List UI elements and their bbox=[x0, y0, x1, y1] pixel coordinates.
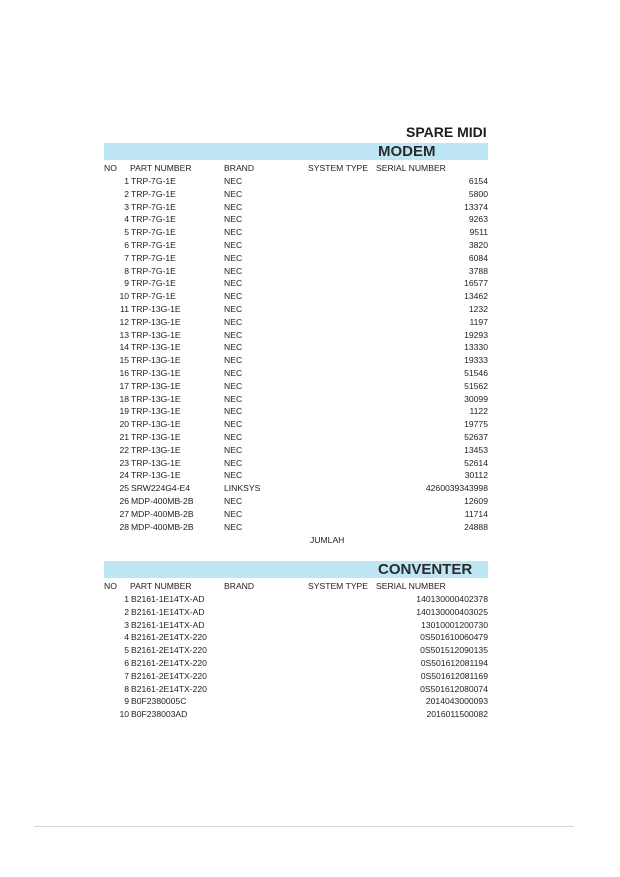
row-no: 22 bbox=[119, 444, 129, 455]
row-part-number: TRP-7G-1E bbox=[131, 188, 176, 199]
row-brand: NEC bbox=[224, 496, 243, 506]
row-no: 7 bbox=[124, 670, 129, 681]
row-no: 10 bbox=[119, 291, 129, 302]
row-part-number: TRP-7G-1E bbox=[131, 176, 176, 186]
row-no: 11 bbox=[120, 304, 129, 314]
table-row bbox=[0, 508, 620, 520]
row-no: 20 bbox=[119, 419, 129, 430]
table-row bbox=[0, 239, 620, 251]
row-no: 24 bbox=[119, 470, 129, 481]
row-part-number: MDP-400MB-2B bbox=[131, 496, 194, 506]
row-no: 8 bbox=[124, 683, 129, 694]
table-row bbox=[0, 380, 620, 392]
row-part-number: MDP-400MB-2B bbox=[131, 521, 194, 532]
row-part-number: B2161-2E14TX-220 bbox=[131, 658, 207, 668]
row-part-number: TRP-7G-1E bbox=[131, 278, 176, 289]
table-row bbox=[0, 657, 620, 669]
row-brand: NEC bbox=[224, 521, 243, 532]
row-brand: NEC bbox=[224, 393, 243, 404]
row-serial-number: 19333 bbox=[464, 355, 488, 366]
conventer-header-row bbox=[0, 580, 620, 592]
row-no: 5 bbox=[124, 645, 129, 656]
table-row bbox=[0, 619, 620, 631]
row-serial-number: 19293 bbox=[464, 329, 488, 340]
row-serial-number: 0S501612081194 bbox=[420, 658, 488, 668]
row-brand: NEC bbox=[224, 252, 243, 263]
row-serial-number: 30099 bbox=[464, 393, 488, 404]
row-no: 23 bbox=[119, 457, 129, 468]
row-brand: NEC bbox=[224, 380, 243, 391]
row-brand: NEC bbox=[224, 176, 243, 186]
row-serial-number: 16577 bbox=[464, 278, 488, 289]
table-row bbox=[0, 226, 620, 238]
row-no: 4 bbox=[124, 214, 129, 225]
row-no: 12 bbox=[119, 316, 129, 327]
table-row bbox=[0, 290, 620, 302]
row-serial-number: 13462 bbox=[464, 291, 488, 302]
row-no: 15 bbox=[119, 355, 129, 366]
row-serial-number: 51562 bbox=[464, 380, 488, 391]
row-brand: LINKSYS bbox=[224, 483, 261, 494]
modem-total-label: JUMLAH bbox=[310, 535, 345, 545]
table-row bbox=[0, 444, 620, 456]
row-part-number: B2161-1E14TX-AD bbox=[131, 594, 205, 604]
row-brand: NEC bbox=[224, 188, 243, 199]
row-serial-number: 0S501610060479 bbox=[420, 632, 488, 643]
conventer-header-brand: BRAND bbox=[224, 581, 255, 591]
row-no: 13 bbox=[119, 329, 129, 340]
row-no: 7 bbox=[124, 252, 129, 263]
row-serial-number: 1197 bbox=[469, 316, 488, 327]
table-row bbox=[0, 252, 620, 264]
row-brand: NEC bbox=[224, 291, 243, 302]
table-row bbox=[0, 316, 620, 328]
table-row bbox=[0, 303, 620, 315]
row-brand: NEC bbox=[224, 329, 243, 340]
table-row bbox=[0, 593, 620, 605]
row-part-number: TRP-13G-1E bbox=[131, 406, 181, 417]
conventer-header-part: PART NUMBER bbox=[130, 581, 192, 591]
table-row bbox=[0, 695, 620, 707]
row-serial-number: 3788 bbox=[468, 265, 488, 276]
row-part-number: TRP-7G-1E bbox=[131, 201, 176, 212]
row-serial-number: 3820 bbox=[468, 240, 488, 250]
table-row bbox=[0, 405, 620, 417]
row-part-number: SRW224G4-E4 bbox=[131, 483, 191, 494]
table-row bbox=[0, 265, 620, 277]
row-part-number: TRP-13G-1E bbox=[131, 380, 181, 391]
row-part-number: B2161-1E14TX-AD bbox=[131, 619, 205, 630]
row-no: 26 bbox=[119, 496, 129, 506]
table-row bbox=[0, 521, 620, 533]
row-part-number: TRP-13G-1E bbox=[131, 355, 181, 366]
modem-header-part: PART NUMBER bbox=[130, 163, 192, 173]
table-row bbox=[0, 201, 620, 213]
row-serial-number: 13453 bbox=[464, 444, 488, 455]
row-no: 1 bbox=[124, 594, 129, 604]
row-brand: NEC bbox=[224, 355, 243, 366]
row-serial-number: 9511 bbox=[469, 227, 488, 238]
row-part-number: TRP-7G-1E bbox=[131, 227, 176, 238]
row-serial-number: 0S501612080074 bbox=[420, 683, 488, 694]
row-no: 9 bbox=[124, 278, 129, 289]
modem-caption: MODEM bbox=[378, 143, 436, 160]
row-no: 5 bbox=[124, 227, 129, 238]
row-part-number: TRP-13G-1E bbox=[131, 419, 181, 430]
table-row bbox=[0, 418, 620, 430]
table-row bbox=[0, 606, 620, 618]
table-row bbox=[0, 631, 620, 643]
table-row bbox=[0, 469, 620, 481]
row-serial-number: 52637 bbox=[464, 432, 488, 442]
doc-title: SPARE MIDI bbox=[406, 124, 487, 140]
row-serial-number: 0S501512090135 bbox=[420, 645, 488, 656]
row-no: 3 bbox=[124, 619, 129, 630]
row-brand: NEC bbox=[224, 265, 243, 276]
row-part-number: TRP-13G-1E bbox=[131, 329, 181, 340]
table-row bbox=[0, 188, 620, 200]
row-no: 28 bbox=[119, 521, 129, 532]
row-serial-number: 2016011500082 bbox=[426, 709, 488, 720]
modem-header-serial: SERIAL NUMBER bbox=[376, 163, 446, 173]
row-brand: NEC bbox=[224, 342, 243, 353]
row-part-number: TRP-7G-1E bbox=[131, 240, 176, 250]
table-row bbox=[0, 708, 620, 720]
row-no: 14 bbox=[119, 342, 129, 353]
row-serial-number: 9263 bbox=[468, 214, 488, 225]
modem-header-no: NO bbox=[104, 163, 117, 173]
row-no: 2 bbox=[124, 606, 129, 617]
row-no: 3 bbox=[124, 201, 129, 212]
row-brand: NEC bbox=[224, 457, 243, 468]
row-brand: NEC bbox=[224, 444, 243, 455]
row-serial-number: 4260039343998 bbox=[425, 483, 488, 494]
row-part-number: TRP-7G-1E bbox=[131, 265, 176, 276]
table-row bbox=[0, 495, 620, 507]
table-row bbox=[0, 329, 620, 341]
row-part-number: TRP-13G-1E bbox=[131, 393, 181, 404]
row-part-number: TRP-13G-1E bbox=[131, 444, 181, 455]
table-row bbox=[0, 367, 620, 379]
row-no: 1 bbox=[124, 176, 129, 186]
row-no: 25 bbox=[119, 483, 129, 494]
row-serial-number: 13010001200730 bbox=[421, 619, 488, 630]
table-row bbox=[0, 213, 620, 225]
row-brand: NEC bbox=[224, 240, 243, 250]
row-no: 18 bbox=[119, 393, 129, 404]
row-serial-number: 11714 bbox=[464, 508, 488, 519]
table-row bbox=[0, 457, 620, 469]
row-serial-number: 51546 bbox=[464, 368, 488, 378]
row-no: 8 bbox=[124, 265, 129, 276]
row-no: 2 bbox=[124, 188, 129, 199]
row-no: 19 bbox=[119, 406, 129, 417]
row-serial-number: 140130000402378 bbox=[416, 594, 488, 604]
row-brand: NEC bbox=[224, 304, 243, 314]
row-no: 16 bbox=[119, 368, 129, 378]
row-part-number: TRP-7G-1E bbox=[131, 252, 176, 263]
row-serial-number: 30112 bbox=[464, 470, 488, 481]
table-row bbox=[0, 354, 620, 366]
row-serial-number: 13330 bbox=[464, 342, 488, 353]
row-brand: NEC bbox=[224, 227, 243, 238]
row-brand: NEC bbox=[224, 406, 243, 417]
row-brand: NEC bbox=[224, 470, 243, 481]
page-divider bbox=[34, 826, 574, 827]
row-brand: NEC bbox=[224, 508, 243, 519]
table-row bbox=[0, 393, 620, 405]
row-part-number: TRP-13G-1E bbox=[131, 368, 181, 378]
row-no: 10 bbox=[119, 709, 129, 720]
row-part-number: TRP-13G-1E bbox=[131, 457, 181, 468]
row-part-number: TRP-13G-1E bbox=[131, 470, 181, 481]
row-serial-number: 6084 bbox=[468, 252, 488, 263]
row-serial-number: 24888 bbox=[464, 521, 488, 532]
row-brand: NEC bbox=[224, 214, 243, 225]
row-part-number: B2161-2E14TX-220 bbox=[131, 645, 207, 656]
row-serial-number: 5800 bbox=[468, 188, 488, 199]
table-row bbox=[0, 644, 620, 656]
row-serial-number: 0S501612081169 bbox=[420, 670, 488, 681]
row-no: 27 bbox=[119, 508, 129, 519]
row-part-number: B0F238003AD bbox=[131, 709, 188, 720]
row-no: 9 bbox=[124, 696, 129, 707]
row-serial-number: 140130000403025 bbox=[416, 606, 488, 617]
row-part-number: TRP-13G-1E bbox=[131, 432, 181, 442]
table-row bbox=[0, 482, 620, 494]
conventer-header-serial: SERIAL NUMBER bbox=[376, 581, 446, 591]
row-no: 4 bbox=[124, 632, 129, 643]
row-brand: NEC bbox=[224, 432, 243, 442]
row-part-number: TRP-13G-1E bbox=[131, 304, 181, 314]
row-no: 21 bbox=[119, 432, 129, 442]
row-serial-number: 13374 bbox=[464, 201, 488, 212]
row-brand: NEC bbox=[224, 419, 243, 430]
row-part-number: MDP-400MB-2B bbox=[131, 508, 194, 519]
row-part-number: TRP-7G-1E bbox=[131, 214, 176, 225]
row-serial-number: 19775 bbox=[464, 419, 488, 430]
row-no: 6 bbox=[124, 658, 129, 668]
row-no: 17 bbox=[119, 380, 129, 391]
row-part-number: TRP-13G-1E bbox=[131, 342, 181, 353]
row-part-number: B2161-2E14TX-220 bbox=[131, 632, 207, 643]
row-part-number: B2161-2E14TX-220 bbox=[131, 670, 207, 681]
row-serial-number: 1232 bbox=[468, 304, 488, 314]
conventer-header-system: SYSTEM TYPE bbox=[308, 581, 369, 591]
table-row bbox=[0, 431, 620, 443]
row-no: 6 bbox=[124, 240, 129, 250]
table-row bbox=[0, 341, 620, 353]
table-row bbox=[0, 175, 620, 187]
conventer-caption: CONVENTER bbox=[378, 561, 473, 578]
row-serial-number: 52614 bbox=[464, 457, 488, 468]
row-serial-number: 1122 bbox=[469, 406, 488, 417]
table-row bbox=[0, 670, 620, 682]
modem-header-brand: BRAND bbox=[224, 163, 255, 173]
row-part-number: B2161-2E14TX-220 bbox=[131, 683, 207, 694]
row-brand: NEC bbox=[224, 278, 243, 289]
modem-header-row bbox=[0, 162, 620, 174]
table-row bbox=[0, 277, 620, 289]
row-part-number: B0F2380005C bbox=[131, 696, 187, 707]
row-brand: NEC bbox=[224, 201, 243, 212]
row-serial-number: 6154 bbox=[468, 176, 488, 186]
row-part-number: TRP-7G-1E bbox=[131, 291, 176, 302]
row-part-number: TRP-13G-1E bbox=[131, 316, 181, 327]
row-brand: NEC bbox=[224, 316, 243, 327]
table-row bbox=[0, 683, 620, 695]
conventer-caption-band bbox=[104, 561, 488, 578]
modem-header-system: SYSTEM TYPE bbox=[308, 163, 369, 173]
row-serial-number: 2014043000093 bbox=[425, 696, 488, 707]
row-part-number: B2161-1E14TX-AD bbox=[131, 606, 205, 617]
row-brand: NEC bbox=[224, 368, 243, 378]
conventer-header-no: NO bbox=[104, 581, 117, 591]
modem-caption-band bbox=[104, 143, 488, 160]
row-serial-number: 12609 bbox=[464, 496, 488, 506]
